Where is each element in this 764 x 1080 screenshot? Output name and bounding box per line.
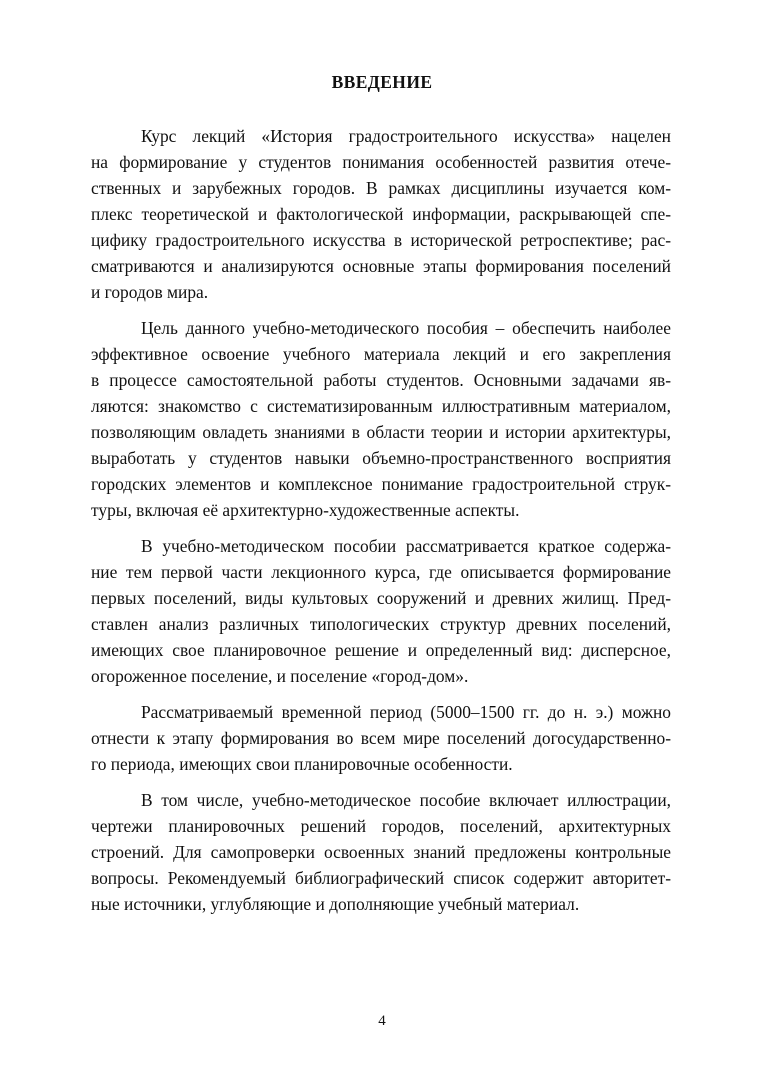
paragraph-3-line: ние тем первой части лекционного курса, где описывается формирование	[91, 562, 671, 582]
paragraph-3-line: огороженное поселение, и поселение «город-дом».	[91, 666, 469, 686]
paragraph-2-line: городских элементов и комплексное понимание градостроительной струк-	[91, 474, 671, 494]
paragraph-1-line: ственных и зарубежных городов. В рамках дисциплины изучается ком-	[91, 178, 671, 198]
paragraph-2-line: Цель данного учебно-методического пособия – обеспечить наиболее	[141, 318, 671, 338]
page-number: 4	[378, 1013, 386, 1029]
paragraph-3-line: имеющих свое планировочное решение и определенный вид: дисперсное,	[91, 640, 671, 660]
paragraph-5-line: ные источники, углубляющие и дополняющие учебный материал.	[91, 894, 580, 914]
paragraph-4-line: Рассматриваемый временной период (5000–1500 гг. до н. э.) можно	[141, 702, 671, 722]
paragraph-5-line: строений. Для самопроверки освоенных знаний предложены контрольные	[91, 842, 671, 862]
paragraph-4-line: го периода, имеющих свои планировочные особенности.	[91, 754, 513, 774]
paragraph-1-line: плекс теоретической и фактологической информации, раскрывающей спе-	[91, 204, 671, 224]
page-title: ВВЕДЕНИЕ	[331, 72, 433, 92]
paragraph-2-line: выработать у студентов навыки объемно-пространственного восприятия	[91, 448, 671, 468]
paragraph-5-line: чертежи планировочных решений городов, поселений, архитектурных	[91, 816, 671, 836]
paragraph-5-line: вопросы. Рекомендуемый библиографический список содержит авторитет-	[91, 868, 671, 888]
paragraph-3-line: ставлен анализ различных типологических структур древних поселений,	[91, 614, 671, 634]
paragraph-2-line: туры, включая её архитектурно-художественные аспекты.	[91, 500, 520, 520]
paragraph-3-line: первых поселений, виды культовых сооружений и древних жилищ. Пред-	[91, 588, 671, 608]
paragraph-3-line: В учебно-методическом пособии рассматривается краткое содержа-	[141, 536, 671, 556]
paragraph-2-line: ляются: знакомство с систематизированным иллюстративным материалом,	[91, 396, 671, 416]
paragraph-1-line: цифику градостроительного искусства в исторической ретроспективе; рас-	[91, 230, 671, 250]
paragraph-1-line: сматриваются и анализируются основные этапы формирования поселений	[91, 256, 671, 276]
paragraph-1-line: на формирование у студентов понимания особенностей развития отече-	[91, 152, 671, 172]
paragraph-1-line: Курс лекций «История градостроительного искусства» нацелен	[141, 126, 671, 146]
paragraph-4-line: отнести к этапу формирования во всем мире поселений догосударственно-	[91, 728, 671, 748]
paragraph-5-line: В том числе, учебно-методическое пособие включает иллюстрации,	[141, 790, 671, 810]
paragraph-1-line: и городов мира.	[91, 282, 209, 302]
paragraph-2-line: в процессе самостоятельной работы студентов. Основными задачами яв-	[91, 370, 671, 390]
paragraph-2-line: эффективное освоение учебного материала лекций и его закрепления	[91, 344, 671, 364]
paragraph-2-line: позволяющим овладеть знаниями в области теории и истории архитектуры,	[91, 422, 671, 442]
